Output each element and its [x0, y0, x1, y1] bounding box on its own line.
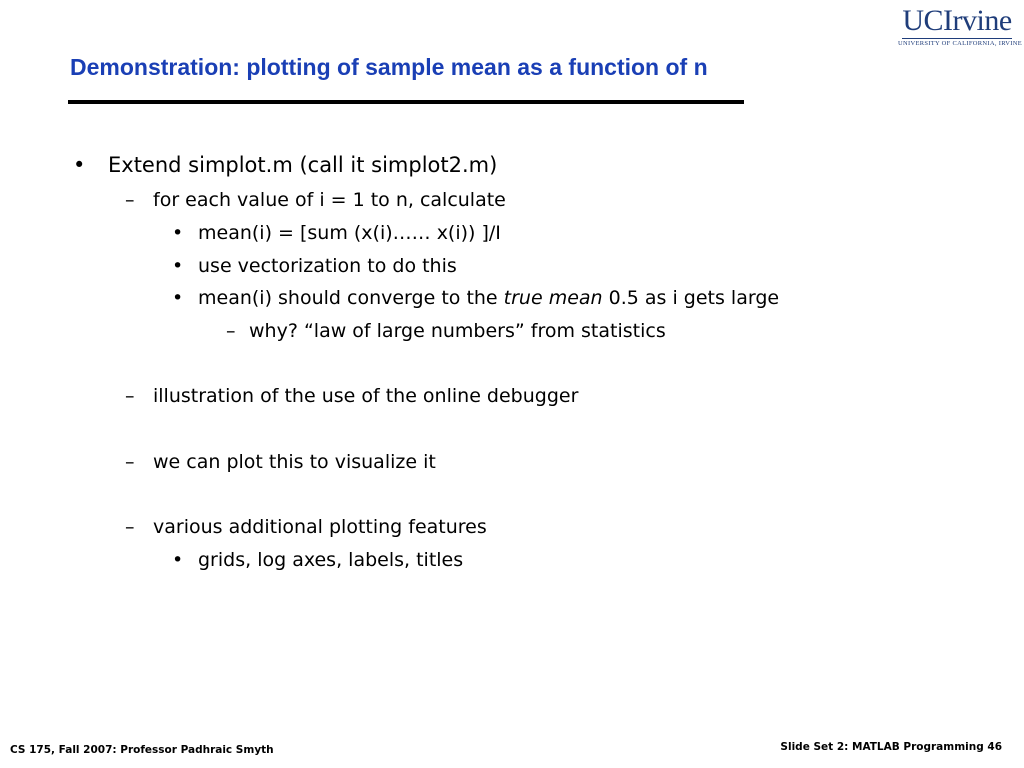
bullet-why: why? “law of large numbers” from statistics — [249, 320, 666, 342]
title-underline — [68, 100, 744, 104]
bullet-marker: • — [172, 549, 184, 571]
bullet-debugger: illustration of the use of the online debugger — [153, 385, 579, 407]
bullet-marker: • — [73, 153, 86, 177]
dash-marker: – — [125, 385, 135, 407]
bullet-vectorization: use vectorization to do this — [198, 255, 457, 277]
dash-marker: – — [125, 516, 135, 538]
logo-subtitle: UNIVERSITY OF CALIFORNIA, IRVINE — [898, 40, 1023, 47]
bullet-marker: • — [172, 222, 184, 244]
bullet-marker: • — [172, 287, 184, 309]
logo-rule — [902, 38, 1012, 39]
bullet-grids: grids, log axes, labels, titles — [198, 549, 464, 571]
bullet-for-each: for each value of i = 1 to n, calculate — [153, 189, 506, 211]
dash-marker: – — [125, 451, 135, 473]
footer-slide-number: Slide Set 2: MATLAB Programming 46 — [780, 741, 1002, 753]
footer-course: CS 175, Fall 2007: Professor Padhraic Smyth — [10, 744, 274, 756]
logo-wordmark: UCIrvine — [902, 4, 1012, 37]
converge-italic: true mean — [503, 287, 603, 309]
dash-marker: – — [226, 320, 236, 342]
dash-marker: – — [125, 189, 135, 211]
slide-title: Demonstration: plotting of sample mean as a function of n — [70, 54, 708, 80]
bullet-marker: • — [172, 255, 184, 277]
bullet-converge — [198, 287, 779, 309]
bullet-visualize: we can plot this to visualize it — [153, 451, 436, 473]
bullet-extend: Extend simplot.m (call it simplot2.m) — [108, 153, 498, 177]
bullet-features: various additional plotting features — [153, 516, 487, 538]
converge-suffix: 0.5 as i gets large — [602, 287, 780, 309]
converge-prefix: mean(i) should converge to the — [198, 287, 504, 309]
bullet-mean-formula: mean(i) = [sum (x(i)…… x(i)) ]/I — [198, 222, 501, 244]
uci-logo — [898, 4, 1023, 47]
